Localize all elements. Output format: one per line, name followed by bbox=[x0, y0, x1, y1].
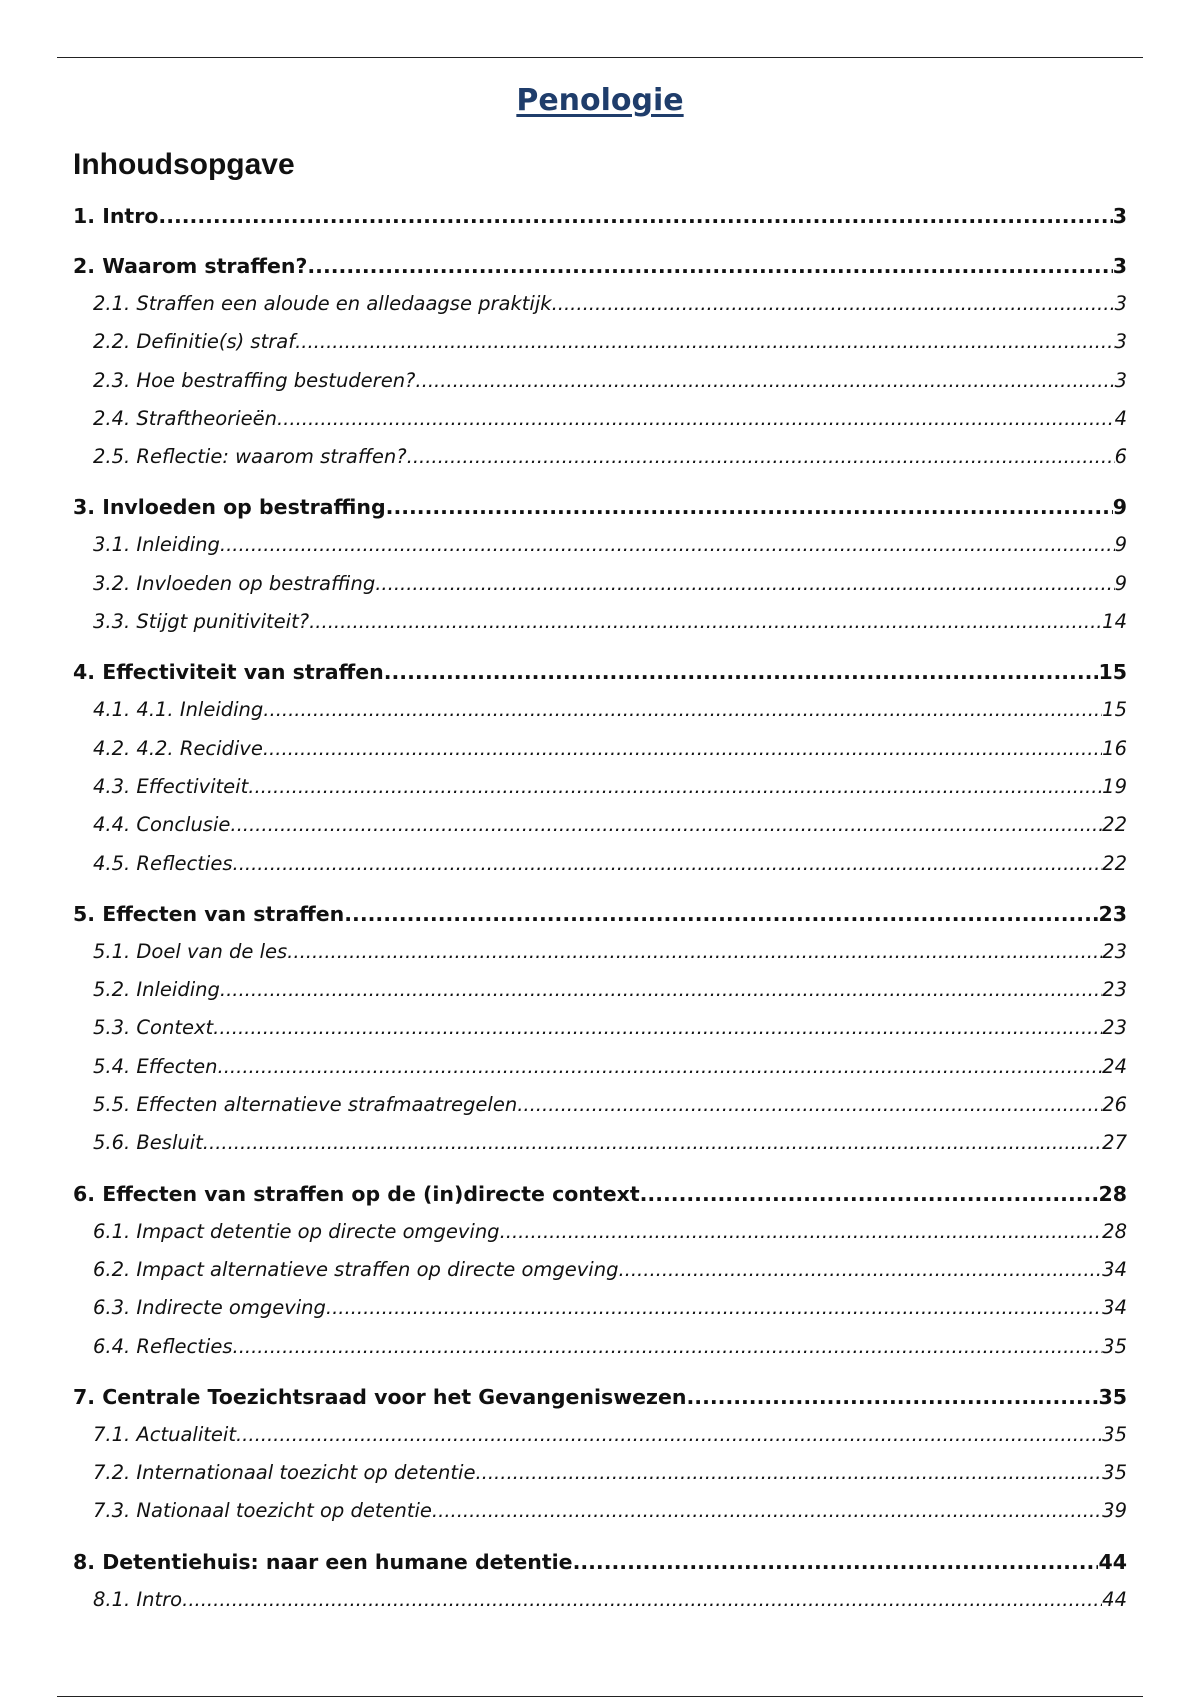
toc-page-number: 39 bbox=[1102, 1499, 1127, 1523]
toc-page-number: 15 bbox=[1098, 660, 1127, 685]
toc-entry-label: 6.1. Impact detentie op directe omgeving bbox=[93, 1219, 500, 1243]
toc-section-link[interactable] bbox=[73, 806, 1127, 844]
toc-entry-label: 2.4. Straftheorieën bbox=[93, 406, 277, 430]
toc-entry-label: 2.1. Straffen een aloude en alledaagse praktijk bbox=[93, 292, 552, 315]
toc-dot-leader bbox=[500, 1213, 1103, 1251]
toc-section-link[interactable] bbox=[73, 971, 1127, 1009]
toc-entry-label: 8. Detentiehuis: naar een humane detentie bbox=[73, 1549, 573, 1574]
toc-page-number: 22 bbox=[1102, 851, 1127, 875]
toc-page-number: 35 bbox=[1098, 1384, 1127, 1409]
toc-section-link[interactable] bbox=[73, 933, 1127, 971]
toc-section-link[interactable] bbox=[73, 285, 1127, 323]
toc-page-number: 35 bbox=[1102, 1461, 1127, 1485]
toc-page-number: 16 bbox=[1102, 736, 1127, 760]
toc-dot-leader bbox=[687, 1378, 1099, 1416]
toc-entry-label: 4.3. Effectiviteit bbox=[93, 774, 249, 798]
toc-dot-leader bbox=[618, 1251, 1102, 1289]
toc-page-number: 9 bbox=[1112, 495, 1127, 520]
toc-page-number: 6 bbox=[1114, 445, 1127, 469]
toc-chapter-link[interactable] bbox=[73, 197, 1127, 235]
toc-entry-label: 3.3. Stijgt punitiviteit? bbox=[93, 610, 310, 634]
toc-section-link[interactable] bbox=[73, 1251, 1127, 1289]
toc-section-link[interactable] bbox=[73, 1492, 1127, 1530]
toc-page-number: 3 bbox=[1114, 330, 1127, 354]
toc-chapter-link[interactable] bbox=[73, 488, 1127, 526]
toc-entry-label: 5.5. Effecten alternatieve strafmaatregelen bbox=[93, 1093, 518, 1117]
toc-dot-leader bbox=[263, 730, 1102, 768]
toc-entry-label: 5.4. Effecten bbox=[93, 1054, 218, 1078]
toc-chapter-link[interactable] bbox=[73, 895, 1127, 933]
toc-dot-leader bbox=[236, 1416, 1102, 1454]
toc-page-number: 34 bbox=[1102, 1257, 1127, 1281]
toc-page-number: 3 bbox=[1114, 368, 1127, 392]
toc-dot-leader bbox=[220, 971, 1102, 1009]
toc-section-link[interactable] bbox=[73, 565, 1127, 603]
toc-section-link[interactable] bbox=[73, 1213, 1127, 1251]
toc-section-link[interactable] bbox=[73, 1581, 1127, 1619]
toc-page-number: 23 bbox=[1102, 939, 1127, 963]
toc-entry-label: 3.2. Invloeden op bestraffing bbox=[93, 571, 376, 595]
toc-dot-leader bbox=[233, 845, 1103, 883]
toc-dot-leader bbox=[309, 603, 1102, 641]
toc-section-link[interactable] bbox=[73, 691, 1127, 729]
toc-dot-leader bbox=[158, 197, 1112, 235]
table-of-contents bbox=[73, 197, 1127, 1619]
toc-page-number: 9 bbox=[1114, 533, 1127, 557]
toc-dot-leader bbox=[218, 1048, 1103, 1086]
toc-entry-label: 3. Invloeden op bestraffing bbox=[73, 495, 386, 520]
toc-page-number: 22 bbox=[1102, 813, 1127, 837]
toc-dot-leader bbox=[344, 895, 1098, 933]
toc-entry-label: 2.3. Hoe bestraffing bestuderen? bbox=[93, 368, 416, 392]
toc-entry-label: 4.4. Conclusie bbox=[93, 813, 231, 837]
toc-dot-leader bbox=[263, 691, 1102, 729]
toc-dot-leader bbox=[248, 768, 1102, 806]
toc-section-link[interactable] bbox=[73, 1124, 1127, 1162]
toc-entry-label: 6. Effecten van straffen op de (in)directe context bbox=[73, 1181, 640, 1206]
toc-page-number: 3 bbox=[1114, 292, 1127, 315]
toc-section-link[interactable] bbox=[73, 323, 1127, 361]
toc-page-number: 23 bbox=[1098, 901, 1127, 926]
toc-section-link[interactable] bbox=[73, 438, 1127, 476]
header-rule bbox=[57, 57, 1143, 58]
toc-page-number: 14 bbox=[1102, 610, 1127, 634]
toc-page-number: 35 bbox=[1102, 1334, 1127, 1358]
toc-entry-label: 5.1. Doel van de les bbox=[93, 939, 288, 963]
toc-chapter-link[interactable] bbox=[73, 1175, 1127, 1213]
toc-entry-label: 3.1. Inleiding bbox=[93, 533, 220, 557]
toc-section-link[interactable] bbox=[73, 1454, 1127, 1492]
toc-dot-leader bbox=[407, 438, 1115, 476]
toc-entry-label: 5. Effecten van straffen bbox=[73, 901, 345, 926]
toc-dot-leader bbox=[640, 1175, 1099, 1213]
toc-entry-label: 4.5. Reflecties bbox=[93, 851, 233, 875]
toc-page-number: 44 bbox=[1102, 1587, 1127, 1611]
toc-page-number: 27 bbox=[1102, 1131, 1127, 1155]
toc-entry-label: 8.1. Intro bbox=[93, 1587, 183, 1611]
toc-page-number: 34 bbox=[1102, 1296, 1127, 1320]
toc-page-number: 26 bbox=[1102, 1093, 1127, 1117]
toc-entry-label: 2.5. Reflectie: waarom straffen? bbox=[93, 445, 407, 469]
toc-chapter-link[interactable] bbox=[73, 247, 1127, 285]
toc-dot-leader bbox=[220, 526, 1115, 564]
toc-page-number: 4 bbox=[1114, 406, 1127, 430]
toc-page-number: 44 bbox=[1098, 1549, 1127, 1574]
toc-section-link[interactable] bbox=[73, 362, 1127, 400]
toc-dot-leader bbox=[475, 1454, 1102, 1492]
toc-page-number: 35 bbox=[1102, 1422, 1127, 1446]
toc-entry-label: 7.3. Nationaal toezicht op detentie bbox=[93, 1499, 432, 1523]
toc-entry-label: 7.1. Actualiteit bbox=[93, 1422, 236, 1446]
toc-page-number: 24 bbox=[1102, 1054, 1127, 1078]
toc-dot-leader bbox=[552, 285, 1115, 323]
toc-dot-leader bbox=[295, 323, 1115, 361]
toc-page-number: 15 bbox=[1102, 698, 1127, 722]
toc-dot-leader bbox=[287, 933, 1102, 971]
toc-dot-leader bbox=[307, 247, 1112, 285]
toc-page-number: 28 bbox=[1098, 1181, 1127, 1206]
toc-page-number: 9 bbox=[1114, 571, 1127, 595]
toc-page-number: 19 bbox=[1102, 774, 1127, 798]
toc-section-link[interactable] bbox=[73, 730, 1127, 768]
toc-section-link[interactable] bbox=[73, 603, 1127, 641]
toc-section-link[interactable] bbox=[73, 1009, 1127, 1047]
toc-entry-label: 4. Effectiviteit van straffen bbox=[73, 660, 384, 685]
toc-dot-leader bbox=[375, 565, 1114, 603]
toc-dot-leader bbox=[517, 1086, 1102, 1124]
toc-entry-label: 7. Centrale Toezichtsraad voor het Gevangeniswezen bbox=[73, 1384, 687, 1409]
toc-heading: Inhoudsopgave bbox=[73, 148, 295, 181]
toc-page-number: 3 bbox=[1112, 204, 1127, 228]
toc-dot-leader bbox=[384, 653, 1099, 691]
toc-section-link[interactable] bbox=[73, 1048, 1127, 1086]
toc-section-link[interactable] bbox=[73, 768, 1127, 806]
toc-entry-label: 6.3. Indirecte omgeving bbox=[93, 1296, 326, 1320]
toc-section-link[interactable] bbox=[73, 1328, 1127, 1366]
toc-entry-label: 7.2. Internationaal toezicht op detentie bbox=[93, 1461, 476, 1485]
toc-entry-label: 2. Waarom straffen? bbox=[73, 254, 308, 278]
footer-rule bbox=[57, 1696, 1143, 1697]
toc-section-link[interactable] bbox=[73, 526, 1127, 564]
toc-entry-label: 5.2. Inleiding bbox=[93, 978, 220, 1002]
toc-chapter-link[interactable] bbox=[73, 1378, 1127, 1416]
toc-dot-leader bbox=[213, 1009, 1102, 1047]
toc-entry-label: 6.4. Reflecties bbox=[93, 1334, 233, 1358]
toc-dot-leader bbox=[277, 400, 1115, 438]
toc-entry-label: 4.2. 4.2. Recidive bbox=[93, 736, 263, 760]
toc-page-number: 28 bbox=[1102, 1219, 1127, 1243]
toc-dot-leader bbox=[230, 806, 1102, 844]
toc-chapter-link[interactable] bbox=[73, 653, 1127, 691]
toc-entry-label: 4.1. 4.1. Inleiding bbox=[93, 698, 264, 722]
toc-section-link[interactable] bbox=[73, 1086, 1127, 1124]
toc-dot-leader bbox=[386, 488, 1113, 526]
toc-section-link[interactable] bbox=[73, 1289, 1127, 1327]
toc-dot-leader bbox=[415, 362, 1114, 400]
toc-entry-label: 2.2. Definitie(s) straf bbox=[93, 330, 296, 354]
toc-dot-leader bbox=[432, 1492, 1102, 1530]
toc-dot-leader bbox=[203, 1124, 1102, 1162]
toc-dot-leader bbox=[233, 1328, 1103, 1366]
toc-section-link[interactable] bbox=[73, 845, 1127, 883]
toc-section-link[interactable] bbox=[73, 400, 1127, 438]
toc-dot-leader bbox=[182, 1581, 1102, 1619]
toc-dot-leader bbox=[573, 1543, 1099, 1581]
toc-entry-label: 5.6. Besluit bbox=[93, 1131, 203, 1155]
toc-section-link[interactable] bbox=[73, 1416, 1127, 1454]
toc-page-number: 23 bbox=[1102, 1016, 1127, 1040]
toc-entry-label: 6.2. Impact alternatieve straffen op directe omgeving bbox=[93, 1257, 619, 1281]
toc-entry-label: 1. Intro bbox=[73, 204, 159, 228]
toc-page-number: 3 bbox=[1112, 254, 1127, 278]
toc-chapter-link[interactable] bbox=[73, 1543, 1127, 1581]
document-title: Penologie bbox=[516, 83, 684, 118]
toc-page-number: 23 bbox=[1102, 978, 1127, 1002]
toc-dot-leader bbox=[326, 1289, 1102, 1327]
toc-entry-label: 5.3. Context bbox=[93, 1016, 214, 1040]
